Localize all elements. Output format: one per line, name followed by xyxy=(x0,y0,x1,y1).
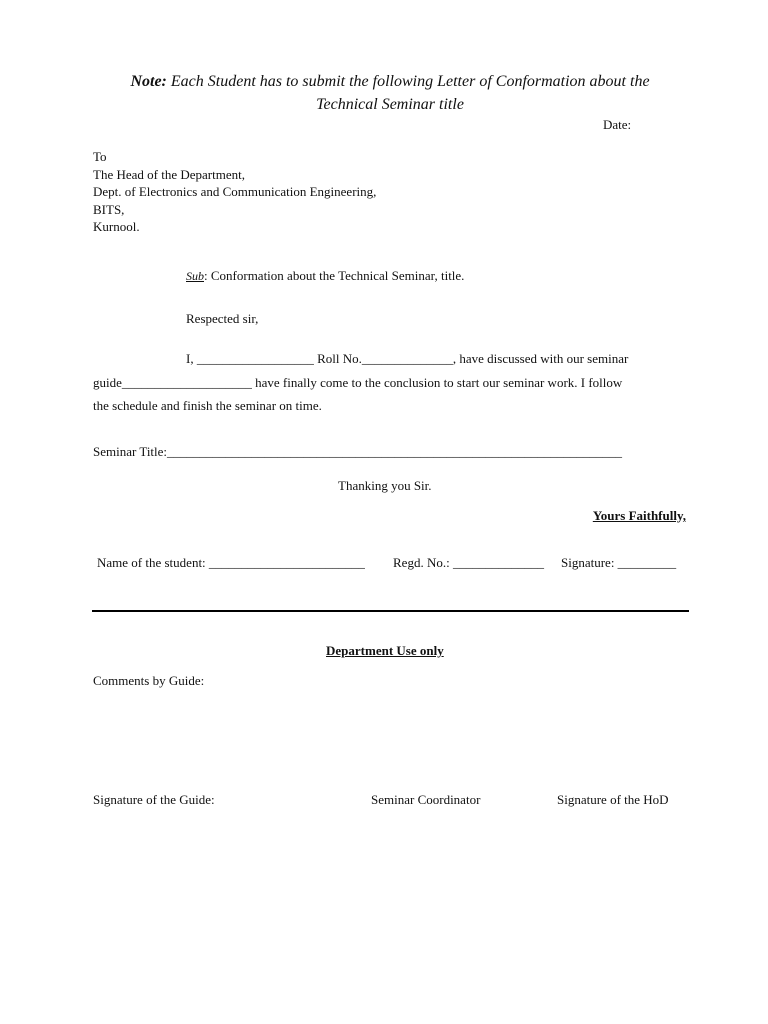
divider xyxy=(92,610,689,612)
salutation: Respected sir, xyxy=(186,311,259,326)
note-label: Note: xyxy=(130,73,167,90)
regd-no-field: Regd. No.: ______________ xyxy=(393,555,544,570)
signature-field: Signature: _________ xyxy=(561,555,677,570)
subject-text: : Conformation about the Technical Seminar, title. xyxy=(204,268,465,283)
closing-line: Yours Faithfully, xyxy=(592,508,686,523)
department-heading: Department Use only xyxy=(326,643,444,658)
note-text-1: Each Student has to submit the following Letter of Conformation about the xyxy=(170,73,650,90)
coordinator-label: Seminar Coordinator xyxy=(371,792,481,807)
student-name-field: Name of the student: ________________________ xyxy=(97,555,365,570)
address-line: To xyxy=(93,149,107,164)
guide-signature-label: Signature of the Guide: xyxy=(93,792,215,807)
address-block xyxy=(93,148,376,236)
note-line-1 xyxy=(80,70,700,93)
note-line-2: Technical Seminar title xyxy=(316,96,464,113)
seminar-title-field: Seminar Title:______________________________________________________________________ xyxy=(93,444,623,459)
comments-label: Comments by Guide: xyxy=(93,673,205,688)
hod-signature-label: Signature of the HoD xyxy=(557,792,669,807)
subject-line xyxy=(186,268,464,284)
note-heading xyxy=(80,70,700,116)
address-line: The Head of the Department, xyxy=(93,166,245,182)
address-line: Dept. of Electronics and Communication Engineering, xyxy=(93,184,377,199)
body-line-3: the schedule and finish the seminar on time. xyxy=(93,398,322,413)
subject-label: Sub xyxy=(186,269,204,283)
address-line: Kurnool. xyxy=(93,219,140,234)
body-line-2: guide____________________ have finally come to the conclusion to start our seminar work. I follow xyxy=(93,375,623,390)
thanks-line: Thanking you Sir. xyxy=(338,478,432,493)
body-line-1: I, __________________ Roll No.______________, have discussed with our seminar xyxy=(186,351,629,366)
date-label: Date: xyxy=(603,117,632,132)
address-line: BITS, xyxy=(93,201,125,217)
